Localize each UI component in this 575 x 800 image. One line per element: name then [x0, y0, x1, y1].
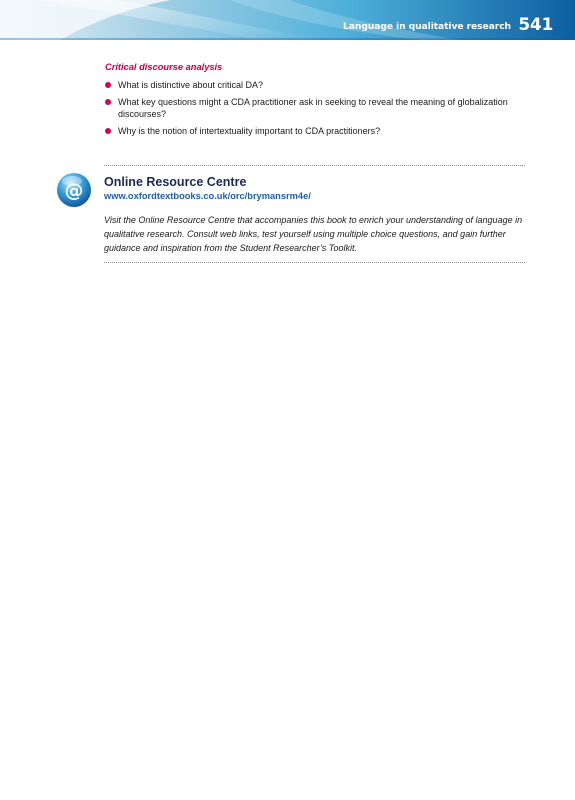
running-header-title: Language in qualitative research	[343, 21, 511, 32]
dotted-divider-bottom	[104, 262, 525, 263]
question-text: What is distinctive about critical DA?	[118, 80, 264, 90]
page-number: 541	[518, 15, 553, 35]
page-header	[0, 0, 575, 40]
orc-title: Online Resource Centre	[104, 175, 247, 189]
list-item	[90, 79, 530, 91]
bullet-icon	[105, 128, 111, 134]
orc-description: Visit the Online Resource Centre that accompanies this book to enrich your understanding of language in qualitative research. Consult web links, test yourself using multiple choice questions, and gain further guidance and inspiration from the Student Researcher’s Toolkit.	[104, 215, 523, 253]
at-sign-icon	[56, 172, 92, 208]
list-item	[90, 96, 530, 120]
critical-da-section	[90, 61, 530, 142]
question-list	[90, 79, 530, 137]
bullet-icon	[105, 82, 111, 88]
dotted-divider-top	[104, 165, 525, 166]
online-resource-centre	[104, 175, 529, 255]
bullet-icon	[105, 99, 111, 105]
svg-text:@: @	[64, 179, 84, 202]
header-banner-graphic	[0, 0, 575, 40]
orc-url-link[interactable]: www.oxfordtextbooks.co.uk/orc/brymansrm4e/	[104, 191, 311, 201]
question-text: Why is the notion of intertextuality important to CDA practitioners?	[118, 126, 381, 136]
section-heading: Critical discourse analysis	[105, 62, 223, 72]
question-text: What key questions might a CDA practitioner ask in seeking to reveal the meaning of globalization discourses?	[118, 97, 508, 119]
list-item	[90, 125, 530, 137]
